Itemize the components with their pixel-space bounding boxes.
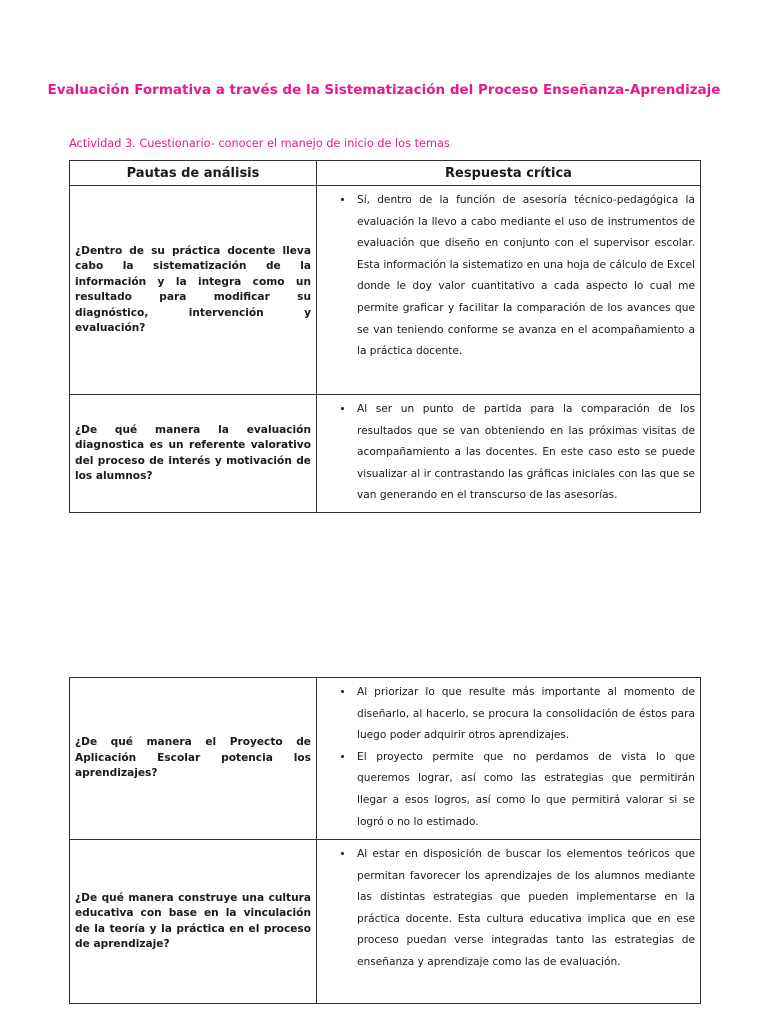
document-title: Evaluación Formativa a través de la Sistematización del Proceso Enseñanza-Aprendizaje (47, 82, 721, 98)
question-cell: ¿De qué manera la evaluación diagnostica es un referente valorativo del proceso de interés y motivación de los alumnos? (70, 395, 317, 513)
answer-list (317, 844, 695, 974)
table-row (70, 186, 701, 395)
answer-list (317, 399, 695, 507)
question-cell: ¿Dentro de su práctica docente lleva cabo la sistematización de la información y la integra como un resultado para modificar su diagnóstico, intervención y evaluación? (70, 186, 317, 395)
header-respuesta: Respuesta crítica (317, 161, 701, 186)
table-row (70, 395, 701, 513)
question-cell: ¿De qué manera construye una cultura educativa con base en la vinculación de la teoría y la práctica en el proceso de aprendizaje? (70, 840, 317, 1004)
activity-subtitle: Actividad 3. Cuestionario- conocer el manejo de inicio de los temas (69, 137, 450, 150)
header-pautas: Pautas de análisis (70, 161, 317, 186)
answer-cell (317, 678, 701, 840)
table-row (70, 678, 701, 840)
answer-list (317, 190, 695, 363)
answer-item: • Sí, dentro de la función de asesoría técnico-pedagógica la evaluación la llevo a cabo mediante el uso de instrumentos de evaluación que diseño en conjunto con el supervisor escolar. Esta información la sistematizo en una hoja de cálculo de Excel donde le doy valor cuantitativo a cada aspecto lo cual me permite graficar y facilitar la comparación de los avances que se van teniendo conforme se avanza en el acompañamiento a la práctica docente. (354, 190, 695, 363)
table-row (70, 840, 701, 1004)
analysis-table-bottom (69, 677, 701, 1004)
answer-cell (317, 395, 701, 513)
answer-item: • Al estar en disposición de buscar los elementos teóricos que permitan favorecer los aprendizajes de los alumnos mediante las distintas estrategias que pueden implementarse en la práctica docente. Esta cultura educativa implica que en ese proceso puedan verse integradas tanto las estrategias de enseñanza y aprendizaje como las de evaluación. (354, 844, 695, 974)
answer-item: • Al ser un punto de partida para la comparación de los resultados que se van obteniendo en las próximas visitas de acompañamiento a las docentes. En este caso esto se puede visualizar al ir contrastando las gráficas iniciales con las que se van generando en el transcurso de las asesorías. (354, 399, 695, 507)
table-header-row (70, 161, 701, 186)
answer-list (317, 682, 695, 833)
answer-item: • Al priorizar lo que resulte más importante al momento de diseñarlo, al hacerlo, se procura la consolidación de éstos para luego poder adquirir otros aprendizajes. (354, 682, 695, 747)
analysis-table-top (69, 160, 701, 513)
question-cell: ¿De qué manera el Proyecto de Aplicación Escolar potencia los aprendizajes? (70, 678, 317, 840)
answer-cell (317, 840, 701, 1004)
answer-cell (317, 186, 701, 395)
answer-item: • El proyecto permite que no perdamos de vista lo que queremos lograr, así como las estrategias que permitirán llegar a esos logros, así como lo que permitirá valorar si se logró o no lo estimado. (354, 747, 695, 833)
